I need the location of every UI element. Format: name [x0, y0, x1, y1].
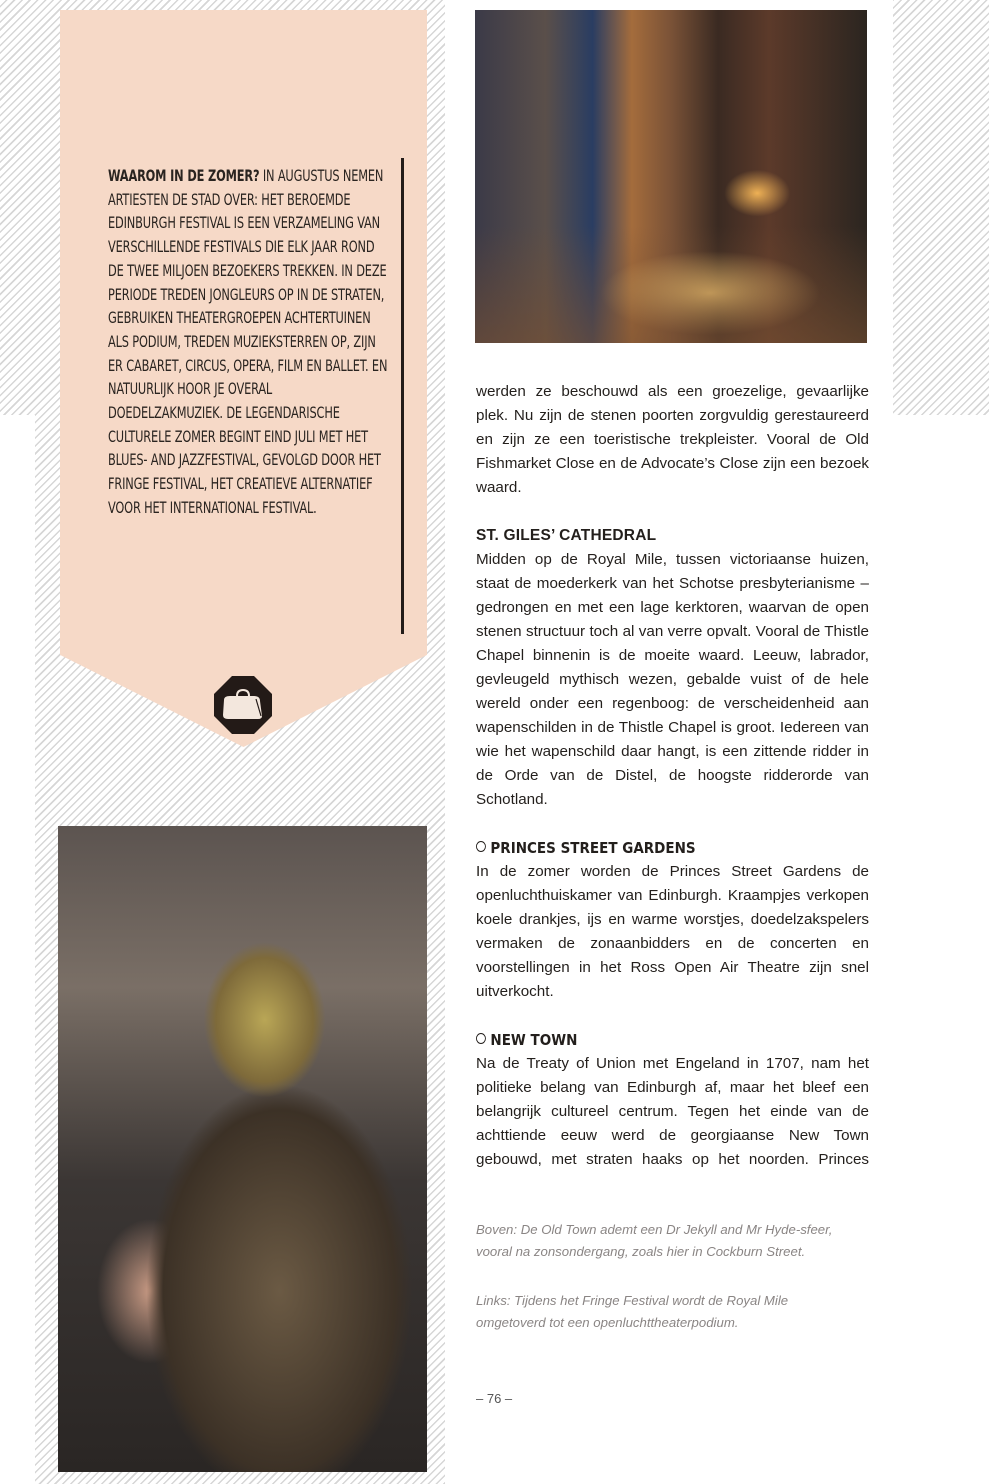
caption-top: Boven: De Old Town ademt een Dr Jekyll and Mr Hyde-sfeer, vooral na zonsondergang, zoals hier in Cockburn Street. [476, 1222, 833, 1259]
sidebar-body: IN AUGUSTUS NEMEN ARTIESTEN DE STAD OVER: HET BEROEMDE EDINBURGH FESTIVAL IS EEN VERZAMELING VAN VERSCHILLENDE FESTIVALS DIE ELK JAAR ROND DE TWEE MILJOEN BEZOEKERS TREKKEN. IN DEZE PERIODE TREDEN JONGLEURS OP IN DE STRATEN, GEBRUIKEN THEATERGROEPEN ACHTERTUINEN ALS PODIUM, TREDEN MUZIEKSTERREN OP, ZIJN ER CABARET, CIRCUS, OPERA, FILM EN BALLET. EN NATUURLIJK HOOR JE OVERAL DOEDELZAKMUZIEK. DE LEGENDARISCHE CULTURELE ZOMER BEGINT EIND JULI MET HET BLUES- AND JAZZFESTIVAL, GEVOLGD DOOR HET FRINGE FESTIVAL, HET CREATIEVE ALTERNATIEF VOOR HET INTERNATIONAL FESTIVAL. [108, 166, 388, 517]
article-intro: werden ze beschouwd als een groezelige, gevaarlijke plek. Nu zijn de stenen poorten zorgvuldig gerestaureerd en zijn ze een toeristische trekpleister. Vooral de Old Fishmarket Close en de Advocate’s Close zijn een bezoek waard. [476, 383, 869, 496]
section-heading: NEW TOWN [476, 1028, 830, 1052]
section-body: In de zomer worden de Princes Street Gardens de openluchthuiskamer van Edinburgh. Kraampjes verkopen koele drankjes, ijs en warme worstjes, doedelzakspelers vermaken de zonaanbidders en de concerten en voorstellingen in het Ross Open Air Theatre zijn snel uitverkocht. [476, 863, 869, 1000]
section-body: Midden op de Royal Mile, tussen victoriaanse huizen, staat de moederkerk van het Schotse presbyterianisme – gedrongen en met een lage kerktoren, waarvan de open stenen structuur toch al van verre opvalt. Vooral de Thistle Chapel binnenin is de moeite waard. Leeuw, labrador, gevleugeld mythisch wezen, gebalde vuist of de hele wereld onder een regenboog: de verscheidenheid aan wapenschilden in de Thistle Chapel is groot. Iedereen van wie het wapenschild daar hangt, is een zittende ridder in de Orde van de Distel, de hoogste ridderorde van Schotland. [476, 551, 869, 808]
section-body: Na de Treaty of Union met Engeland in 1707, nam het politieke belang van Edinburgh af, maar het bleef een belangrijk cultureel centrum. Tegen het einde van de achttiende eeuw werd de georgiaanse New Town gebouwd, met straten haaks op het noorden. Princes [476, 1055, 869, 1168]
sidebar-heading: WAAROM IN DE ZOMER? [108, 166, 260, 185]
suitcase-icon [212, 674, 274, 736]
article-column [476, 380, 869, 1172]
page-margin [893, 415, 989, 1484]
photo-cockburn-street [475, 10, 867, 343]
photo-fringe-performer [58, 826, 427, 1472]
caption-left: Links: Tijdens het Fringe Festival wordt de Royal Mile omgetoverd tot een openluchttheaterpodium. [476, 1293, 789, 1330]
section-heading: PRINCES STREET GARDENS [476, 836, 830, 860]
circle-bullet-icon [476, 841, 486, 852]
divider [401, 158, 404, 634]
section-heading: ST. GILES’ CATHEDRAL [476, 527, 657, 544]
page-number: – 76 – [476, 1391, 513, 1406]
page-margin [0, 415, 35, 1484]
sidebar-text [108, 164, 389, 520]
circle-bullet-icon [476, 1033, 486, 1044]
